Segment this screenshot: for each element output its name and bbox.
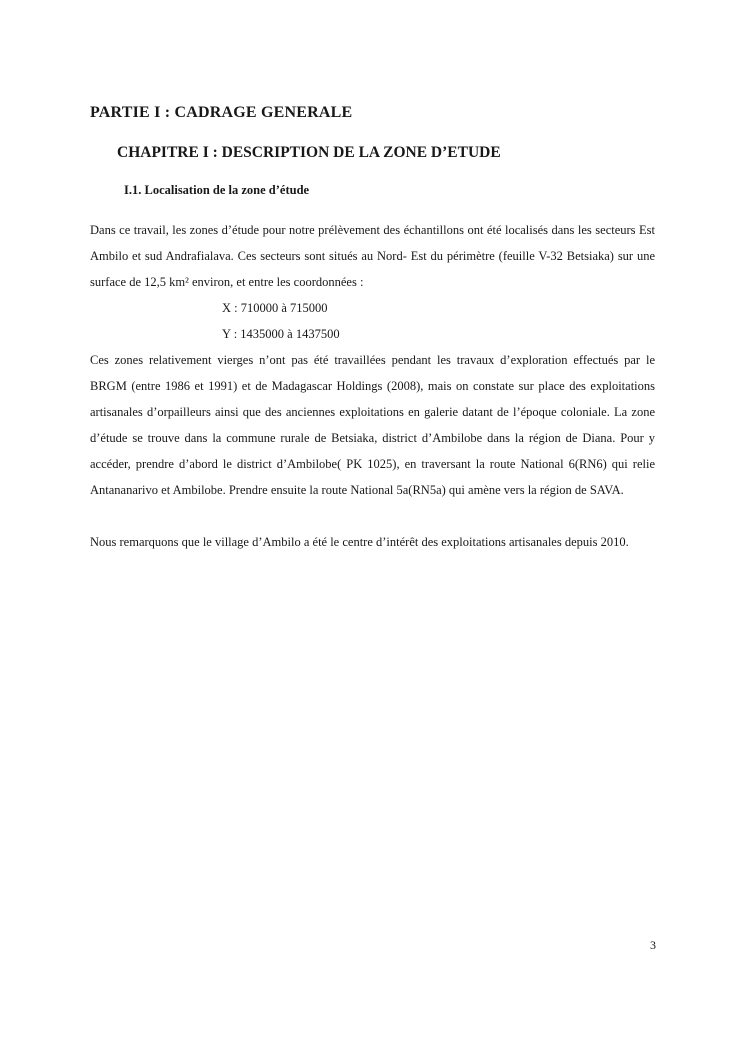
paragraph-remark: Nous remarquons que le village d’Ambilo a été le centre d’intérêt des exploitations artisanales depuis 2010. [90, 535, 629, 549]
document-content [90, 104, 655, 555]
coordinate-line-x: X : 710000 à 715000 [222, 301, 328, 315]
paragraph-localisation-intro: Dans ce travail, les zones d’étude pour notre prélèvement des échantillons ont été localisés dans les secteurs Est Ambilo et sud Andrafialava. Ces secteurs sont situés au Nord- Est du périmètre (feuille V-32 Betsiaka) sur une surface de 12,5 km² environ, et entre les coordonnées : [90, 223, 655, 289]
coordinate-line-y: Y : 1435000 à 1437500 [222, 327, 340, 341]
chapter-heading: CHAPITRE I : DESCRIPTION DE LA ZONE D’ETUDE [117, 144, 501, 161]
page-number: 3 [650, 938, 656, 952]
part-heading: PARTIE I : CADRAGE GENERALE [90, 104, 353, 121]
paragraph-zone-description: Ces zones relativement vierges n’ont pas été travaillées pendant les travaux d’exploration effectués par le BRGM (entre 1986 et 1991) et de Madagascar Holdings (2008), mais on constate sur place des exploitations artisanales d’orpailleurs ainsi que des anciennes exploitations en galerie datant de l’époque coloniale. La zone d’étude se trouve dans la commune rurale de Betsiaka, district d’Ambilobe dans la région de Diana. Pour y accéder, prendre d’abord le district d’Ambilobe( PK 1025), en traversant la route National 6(RN6) qui relie Antananarivo et Ambilobe. Prendre ensuite la route National 5a(RN5a) qui amène vers la région de SAVA. [90, 353, 655, 497]
section-heading: I.1. Localisation de la zone d’étude [124, 183, 310, 197]
